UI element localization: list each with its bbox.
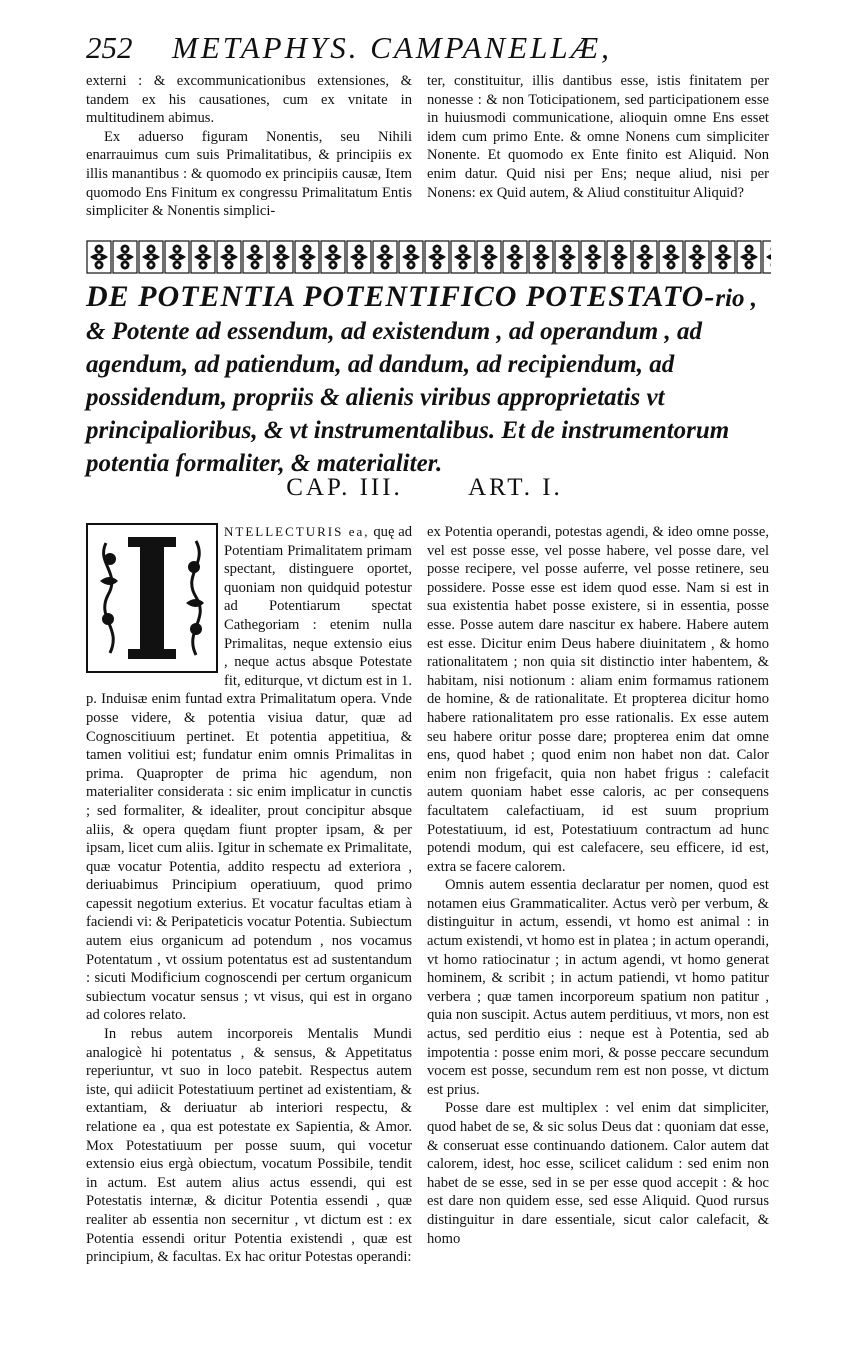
chapter-number: CAP. III. (286, 474, 403, 501)
chapter-heading-rest: rio , & Potente ad essendum, ad existendum , ad operandum , ad agendum, ad patiendum, ad dandum, ad recipiendum, ad possidendum, propriis & alienis viribus approprietatis vt principalioribus, & vt instrumentalibus. Et de instrumentorum potentia formaliter, & materialiter. (86, 285, 758, 477)
running-header (86, 28, 786, 68)
top-left-column (86, 72, 412, 221)
top-right-paragraph-1: ter, constituitur, illis dantibus esse, istis finitatem per nonesse : & non Toticipationem, sed participationem esse in huiusmodi communicatione, alioquin omne Ens esset idem cum primo Ente. & omne Nonens cum simpliciter Nonente. Et quomodo ex Ente finito est Aliquid. Non enim datur. Quid nisi per Ens; neque aliud, nisi per Nonens: ex Quid autem, & Aliud constituitur Aliquid? (427, 73, 769, 201)
page-number: 252 (86, 30, 133, 65)
body-right-paragraph-2: Omnis autem essentia declaratur per nomen, quod est notamen eius Grammaticaliter. Actus verò per verbum, & distinguitur in actum, essendi, vt homo est animal : in actum existendi, vt homo est in platea ; in actum operandi, vt homo ratiocinatur ; in actum agendi, vt homo generat hominem, & scribit ; in actum patiendi, vt homo patitur verbera ; quæ tamen incorporeum spatium non patitur , quia non suscipit. Actus autem perditiuus, vt mors, non est actus, sed perditio eius : neque est à Potentia, sed ab impotentia : posse enim mori, & posse peccare secundum vocem est posse, secundum rem est non posse, vt dictum est prius. (427, 877, 769, 1098)
running-title: METAPHYS. CAMPANELLÆ, (172, 30, 612, 65)
top-left-paragraph-2: Ex aduerso figuram Nonentis, seu Nihili enarrauimus cum suis Primalitatibus, & principiis ex illis manantibus : & quomodo ex principiis causæ, Item quomodo Ens Finitum ex congressu Primalitatum Entis simpliciter & Nonentis simplici- (86, 128, 412, 220)
chapter-article-line (0, 474, 849, 502)
decorated-initial-icon (86, 523, 218, 673)
dropcap-continuation: NTELLECTURIS ea, (224, 524, 370, 539)
body-left-paragraph-2: In rebus autem incorporeis Mentalis Mundi analogicè hi potentatus , & sensus, & Appetitatus reperiuntur, vt suo in loco patebit. Respectus autem iste, qui adiicit Potestatiuum pertinet ad existentiam, & extantiam, & deriuatur ab interiori respectu, & relatione ea , qua est potestate ex Sapientia, & Amor. Mox Potestatiuum per posse suum, qui vocetur extensio eius ergà obiectum, vocatum Possibile, tendit in actum. Est autem alius actus essendi, qui est Potestatis internæ, & dicitur Potentia essendi , quæ realiter ab essentia non secernitur , vt dictum est : ex Potentia essendi oritur Potentia existendi , quæ est principium, & facultas. Ex hac oritur Potestas operandi: (86, 1026, 412, 1266)
body-left-column (86, 523, 412, 1267)
body-right-paragraph-3: Posse dare est multiplex : vel enim dat simpliciter, quod habet de se, & sic solus Deus dat : quoniam dat esse, & conseruat esse continuando dationem. Calor autem dat calorem, idest, hoc esse, scilicet calidum : sed enim non habet de se esse, sed in se per esse quod accepit : & hoc est dare non quidem esse, sed esse Aliquid. Quod rursus distinguitur in dare essentiale, sicut calor calefacit, & homo (427, 1100, 769, 1247)
chapter-heading (86, 280, 776, 480)
top-left-paragraph-1: externi : & excommunicationibus extensiones, & tandem ex his causationes, cum ex vnitate in multitudinem abimus. (86, 73, 412, 127)
body-left-paragraph-1-text: quę ad Potentiam Primalitatem primam spectant, distinguere oportet, quoniam non quidquid potestur ad Potentiarum spectat Cathegoriam : etenim nulla Primalitas, neque extensio eius , neque actus absque Potestate fit, editurque, vt dictum est in 1. p. Induisæ enim funtad extra Primalitatum opera. Vnde posse videre, & potentia visiua datur, quæ ad Cognoscitiuum pertinet. Et potentia appetitiua, & tamen volitiui est; fundatur enim omnis Primalitas in prima. Quapropter de prima hic agendum, non materialiter considerata : sic enim implicatur in cunctis ; sed formaliter, & idealiter, prout concipitur absque aliis, & opera quędam fiunt propter ipsam, & per ipsam, licet cum aliis. Igitur in schemate ex Primalitate, quæ vocatur Potentia, addito respectu ad exteriora , deriuabimus Principium operatiuum, quod primo capessit negotium exterius. Et vocatur facultas etiam à faciendi vi: & Peripateticis vocatur Potentia. Subiectum autem eius organicum ad potendum , nos vocamus Potentatum , vt ossium potentatus est ad sustentandum : sicuti Modificium cognoscendi per certum organicum subiectum vocatur sensus ; vt visus, qui est in organo ad colores relato. (86, 524, 412, 1024)
body-right-paragraph-1: ex Potentia operandi, potestas agendi, & ideo omne posse, vel est posse esse, vel posse habere, vel posse dare, vel posse recipere, vel posse auferre, vel posse retinere, seu possidere. Posse esse est idem quod esse. Nam si est in sua existentia habet posse existere, si in essentia, posse esse. Posse autem dare nascitur ex habere. Habere autem est esse. Dicitur enim Deus habere diuinitatem , & homo rationalitatem ; non quia sit distinctio inter habentem, & habitam, nisi notionum : aliam enim formamus rationem de homine, & de rationalitate. Et propterea dicitur homo habere rationalitatem pro esse rationalis. Ex esse autem seu habere oritur posse dare; propterea enim dat omne ens, quod habet ; quod enim non habet non dat. Calor enim non frigefacit, quia non habet frigus : calefacit autem quoniam habet esse caloris, ac per consequens facultatem calefactiuam, id est suum proprium Potestatiuum, id est, Potestatiuum contractum ad hunc potendi modum, qui est calefacere, seu efficere, id est, extra se facere calorem. (427, 524, 769, 875)
chapter-heading-lead: DE POTENTIA POTENTIFICO POTESTATO- (86, 280, 716, 313)
floral-border-ornament-icon (86, 240, 771, 274)
article-number: ART. I. (468, 474, 563, 501)
body-right-column (427, 523, 769, 1248)
top-right-column (427, 72, 769, 202)
